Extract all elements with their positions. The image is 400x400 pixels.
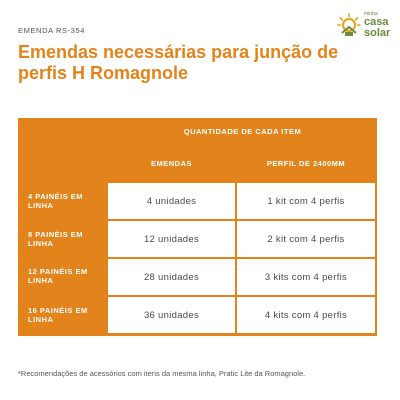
document-code: EMENDA RS-354 [18, 26, 85, 35]
column-header-perfil: PERFIL DE 2400MM [266, 159, 346, 168]
table-cell-perfil: 4 kits com 4 perfis [237, 297, 375, 333]
logo-text-casa: casa [364, 16, 389, 28]
logo-text-solar: solar [364, 27, 391, 39]
quantity-table [18, 118, 377, 336]
group-header: QUANTIDADE DE CADA ITEM [183, 127, 302, 136]
table-cell-emendas: 28 unidades [108, 259, 235, 295]
row-label: 16 PAINÉIS EM LINHA [28, 306, 88, 324]
row-label: 8 PAINÉIS EM LINHA [28, 230, 84, 248]
table-cell-emendas: 12 unidades [108, 221, 235, 257]
table-cell-perfil: 1 kit com 4 perfis [237, 183, 375, 219]
logo-text-small: minha [364, 11, 378, 17]
table-cell-emendas: 36 unidades [108, 297, 235, 333]
title-line-1: Emendas necessárias para junção de [18, 42, 339, 62]
brand-logo [336, 10, 392, 44]
table-cell-emendas: 4 unidades [108, 183, 235, 219]
table-cell-perfil: 2 kit com 4 perfis [237, 221, 375, 257]
column-header-emendas: EMENDAS [150, 159, 192, 168]
table-cell-perfil: 3 kits com 4 perfis [237, 259, 375, 295]
footnote: *Recomendações de acessórios com itens da mesma linha, Pratic Lite da Romagnole. [18, 369, 306, 378]
row-label: 4 PAINÉIS EM LINHA [28, 192, 84, 210]
row-label: 12 PAINÉIS EM LINHA [28, 267, 88, 285]
page-title [18, 42, 388, 84]
title-line-2: perfis H Romagnole [18, 63, 189, 83]
sun-house-icon [336, 12, 362, 38]
